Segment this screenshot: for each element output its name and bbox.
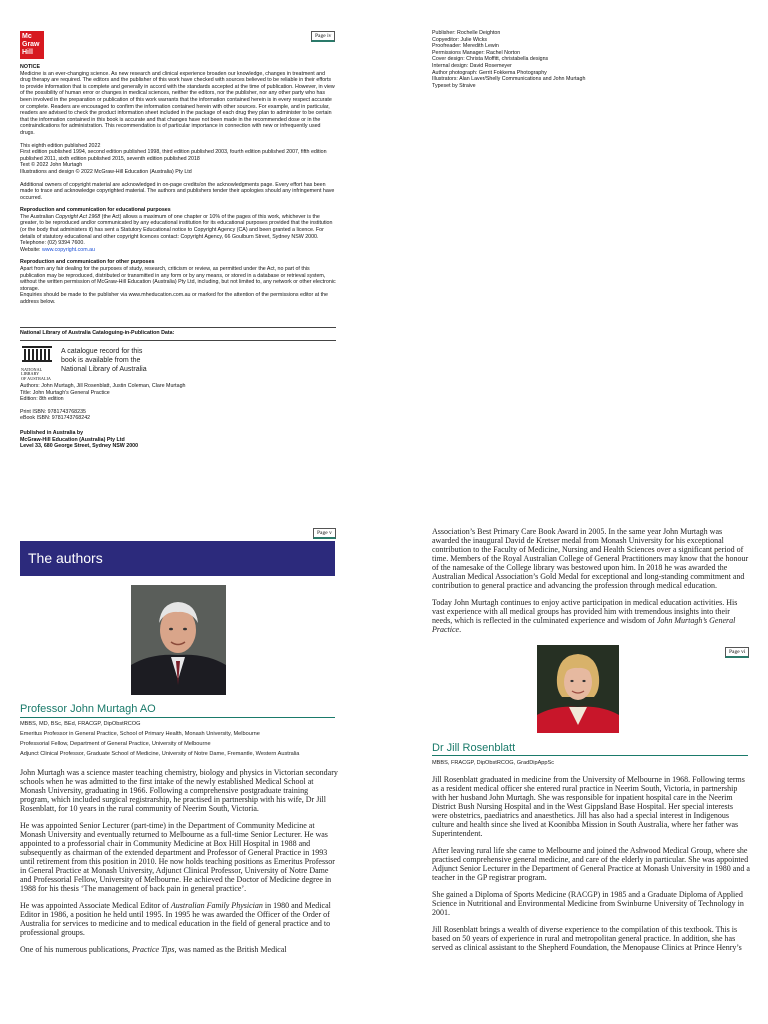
- published-line-3: Level 33, 680 George Street, Sydney NSW 2000: [20, 443, 139, 450]
- john-credential-2: Emeritus Professor in General Practice, School of Primary Health, Monash University, Melbourne: [20, 731, 260, 737]
- john-credential-4: Adjunct Clinical Professor, Graduate School of Medicine, University of Notre Dame, Fremantle, Western Australia: [20, 751, 300, 757]
- credit-publisher: Publisher: Rochelle Deighton: [432, 30, 501, 36]
- john-bio-para-3-a: He was appointed Associate Medical Editor of: [20, 901, 171, 910]
- john-credential-3: Professorial Fellow, Department of General Practice, University of Melbourne: [20, 741, 211, 747]
- nla-logo: [21, 345, 53, 381]
- copyright-act: Copyright Act 1968: [55, 213, 101, 220]
- divider: [20, 340, 336, 341]
- notice-title: NOTICE: [20, 64, 41, 70]
- page-v-label: Page v: [313, 528, 336, 539]
- john-credentials: [20, 719, 338, 759]
- nla-logo-line-2: LIBRARY: [21, 371, 40, 377]
- page-iv-label: Page iv: [311, 31, 335, 42]
- nla-logo-line-1: NATIONAL: [21, 367, 43, 372]
- john-bio-para-5: Association’s Best Primary Care Book Award in 2005. In the same year John Murtagh was awarded the inaugural David de Kretser medal from Monash University for his exceptional contribution to the Faculty of Medicine, Nursing and Health Sciences over a significant period of time. Members of the Royal Australian College of General Practitioners may know that the honour of the namesake of the College library was bestowed upon him. In 2018 he was awarded the Australian Medical Association’s Gold Medal for exceptional and long-standing commitment and contribution to general practice and advancing the profession through medical education.: [432, 527, 749, 590]
- credit-permissions: Permissions Manager: Rachel Norton: [432, 49, 521, 56]
- notice-body: Medicine is an ever-changing science. As new research and clinical experience broaden our knowledge, changes in treatment and drug therapy are required. The editors and the publisher of this work have checked with sources believed to be reliable in their efforts to provide information that is complete and generally in accord with the standards accepted at the time of publication. However, in view of the possibility of human error or changes in medical sciences, neither the editors, nor the publisher, nor any other party who has been involved in the preparation or publication of this work warrants that the information contained herein is in every respect accurate or complete. Readers are encouraged to confirm the information contained herein with other sources. For example, and in particular, readers are advised to check the product information sheet included in the package of each drug they plan to administer to be certain that the information contained in this book is accurate and that changes have not been made in the recommended dose or in the contraindications for administration. This recommendation is of particular importance in connection with new or infrequently used drugs.: [20, 70, 335, 136]
- repro-other-title: Reproduction and communication for other purposes: [20, 259, 155, 266]
- catalogue-line-2: book is available from the: [61, 357, 141, 364]
- credit-copyeditor: Copyeditor: Julie Wicks: [432, 36, 488, 43]
- credit-internal-design: Internal design: David Rosemeyer: [432, 62, 512, 69]
- john-bio-para-2: He was appointed Senior Lecturer (part-time) in the Department of Community Medicine at Monash University and eventually returned to Melbourne as a full-time Senior Lecturer. He was appointed to a professorial chair in Community Medicine at Box Hill Hospital in 1988 and subsequently as chairman of the extended department and Professor of General Practice in 1993 until retirement from this position in 2010. He now holds teaching positions as Emeritus Professor in General Practice at Monash University, Adjunct Clinical Professor, University of Notre Dame and Professorial Fellow, University of Melbourne. He achieved the Doctor of Medicine degree in 1988 for his thesis ‘The management of back pain in general practice’.: [20, 821, 335, 893]
- john-bio-para-3-c: in 1980 and Medical Editor in 1986, a position he held until 1995. In 1995 he was awarded the Officer of the Order of Australia for services to medicine and to medical education in the field of general practice and to professional groups.: [20, 901, 331, 937]
- heading-underline: [20, 717, 335, 718]
- logo-line-1: Mc: [22, 33, 32, 40]
- book-title: John Murtagh’s General Practice: [432, 616, 736, 634]
- john-bio-para-4-c: , was named as the British Medical: [174, 945, 287, 954]
- divider: [20, 327, 336, 328]
- owners-text: Additional owners of copyright material are acknowledged in on-page credits/on the acknowledgments page. Every effort has been made to trace and acknowledge copyrighted material. The authors and publishers tender their apologies should any infringement have occurred.: [20, 181, 335, 201]
- cip-edition: Edition: 8th edition: [20, 396, 64, 403]
- cip-data: [20, 383, 336, 450]
- website-label: Website:: [20, 246, 42, 253]
- copyright-link[interactable]: www.copyright.com.au: [41, 246, 95, 253]
- catalogue-record: [61, 347, 147, 374]
- journal-title: Australian Family Physician: [170, 901, 263, 910]
- repro-other-body: Apart from any fair dealing for the purposes of study, research, criticism or review, as permitted under the Act, no part of this publication may be reproduced, distributed or transmitted in any form or by any means, or stored in a database or retrieval system, without the written permission of McGraw-Hill Education (Australia) Pty Ltd, including, but not limited to, any network or other electronic storage.: [20, 266, 336, 292]
- heading-underline: [432, 755, 748, 756]
- mcgraw-hill-logo: [20, 31, 44, 59]
- edition-line-1: This eighth edition published 2022: [20, 142, 101, 149]
- john-bio-para-6: [432, 598, 750, 634]
- authors-banner: [20, 541, 335, 576]
- credit-cover-design: Cover design: Christa Moffitt, christabella designs: [432, 56, 549, 63]
- logo-line-3: Hill: [22, 49, 33, 56]
- jill-bio-para-4: Jill Rosenblatt brings a wealth of diverse experience to the compilation of this textbook. This is based on 50 years of experience in rural and metropolitan general practice. In addition, she has served as clinical assistant to the Shepherd Foundation, the Menopause Clinics at Prince Henry’s: [432, 925, 742, 952]
- jill-rosenblatt-heading: Dr Jill Rosenblatt: [432, 742, 516, 754]
- repro-edu-title: Reproduction and communication for educational purposes: [20, 207, 171, 214]
- portrait-woman-icon: [537, 645, 619, 733]
- edition-line-2: First edition published 1994, second edition published 1998, third edition published 2003, fourth edition published 2007, fifth edition published 2011, sixth edition published 2015, seventh edition published 2018: [20, 149, 327, 162]
- john-bio: [20, 768, 338, 962]
- jill-bio-para-1: Jill Rosenblatt graduated in medicine from the University of Melbourne in 1968. Following terms as a resident medical officer she entered rural practice in Neerim South, Victoria, in partnership with her husband John Murtagh. She was responsible for inpatient hospital care in the Neerim District Bush Nursing Hospital and in the West Gippsland Base Hospital. Her special interests were obstetrics, paediatrics and anaesthetics. Jill has also had a special interest in Indigenous culture and health since she lived at Koonibba Mission in South Australia, where her father was Superintendent.: [432, 775, 745, 838]
- page-vi-label: Page vi: [725, 647, 749, 658]
- john-bio-para-4: [20, 945, 338, 954]
- published-line-2: McGraw-Hill Education (Australia) Pty Ltd: [20, 436, 125, 443]
- library-columns-icon: [21, 345, 53, 363]
- john-bio-para-6-c: .: [459, 625, 462, 634]
- repro-edu-pre: The Australian: [20, 213, 56, 220]
- cip-authors: Authors: John Murtagh, Jill Rosenblatt, Justin Coleman, Clare Murtagh: [20, 383, 186, 389]
- john-murtagh-heading: Professor John Murtagh AO: [20, 703, 156, 715]
- john-bio-para-6-a: Today John Murtagh continues to enjoy active participation in medical education activities. His vast experience with all medical groups has provided him with tremendous insights into their needs, which is reflected in the culminated experience and wisdom of: [432, 598, 738, 625]
- nla-title: National Library of Australia Cataloguing-in-Publication Data:: [20, 330, 175, 336]
- catalogue-line-3: National Library of Australia: [61, 366, 147, 373]
- page-iv-body: [20, 64, 336, 310]
- jill-rosenblatt-photo: [537, 645, 619, 733]
- portrait-man-icon: [131, 585, 226, 695]
- credit-illustrators: Illustrators: Alan Laver/Shelly Communications and John Murtagh: [432, 76, 586, 83]
- john-bio-continued: [432, 527, 750, 642]
- john-bio-para-1: John Murtagh was a science master teaching chemistry, biology and physics in Victorian secondary schools when he was admitted to the first intake of the newly established Medical School at Monash University, graduating in 1966. Following a comprehensive postgraduate training program, which included surgical registrarship, he practised in partnership with his wife, Dr Jill Rosenblatt, for 10 years in the rural community of Neerim South, Victoria.: [20, 768, 338, 813]
- john-murtagh-photo: [131, 585, 226, 695]
- print-isbn: Print ISBN: 9781743768235: [20, 408, 86, 415]
- credits-list: [432, 30, 752, 89]
- practice-tips-title: Practice Tips: [131, 945, 175, 954]
- edition-line-3: Text © 2022 John Murtagh: [20, 162, 83, 169]
- edition-line-4: Illustrations and design © 2022 McGraw-Hill Education (Australia) Pty Ltd: [20, 168, 192, 175]
- john-bio-para-4-a: One of his numerous publications,: [20, 945, 132, 954]
- john-credential-1: MBBS, MD, BSc, BEd, FRACGP, DipObstRCOG: [20, 721, 141, 727]
- authors-title: The authors: [28, 550, 103, 566]
- credit-proofreader: Proofreader: Meredith Lewin: [432, 43, 499, 50]
- ebook-isbn: eBook ISBN: 9781743768242: [20, 415, 91, 422]
- credit-typeset: Typeset by Straive: [432, 82, 476, 89]
- jill-credentials: MBBS, FRACGP, DipObstRCOG, GradDipAppSc: [432, 760, 555, 766]
- john-bio-para-3: [20, 901, 338, 937]
- credit-author-photo: Author photograph: Gerrit Fokkema Photography: [432, 69, 547, 76]
- jill-bio-para-3: She gained a Diploma of Sports Medicine (RACGP) in 1985 and a Graduate Diploma of Applied Science in Nutritional and Environmental Medicine from Swinburne University of Technology in 2001.: [432, 890, 744, 917]
- enquiries-text: Enquiries should be made to the publisher via www.mheducation.com.au or marked for the attention of the permissions editor at the address below.: [20, 292, 328, 305]
- logo-line-2: Graw: [22, 41, 40, 48]
- repro-edu-body: (the Act) allows a maximum of one chapter or 10% of the pages of this work, whichever is the greater, to be reproduced and/or communicated by any educational institution for its educational purposes provided that the institution (or the body that administers it) has sent a Statutory Educational notice to Copyright Agency (CA) and been granted a licence. For details of statutory educational and other copyright licences contact: Copyright Agency, 66 Goulburn Street, Sydney NSW 2000. Telephone: (02) 9394 7600.: [20, 213, 333, 247]
- cip-title: Title: John Murtagh's General Practice: [20, 389, 110, 396]
- nla-logo-line-3: OF AUSTRALIA: [21, 375, 51, 381]
- jill-bio-para-2: After leaving rural life she came to Melbourne and joined the Ashwood Medical Group, where she practised comprehensive general medicine, and care of the elderly in particular. She was appointed Adjunct Senior Lecturer in the Department of General Practice at Monash University in 1980 and a teacher in the GP registrar program.: [432, 846, 750, 882]
- catalogue-line-1: A catalogue record for this: [61, 348, 143, 355]
- published-line-1: Published in Australia by: [20, 429, 84, 436]
- jill-bio: [432, 775, 750, 960]
